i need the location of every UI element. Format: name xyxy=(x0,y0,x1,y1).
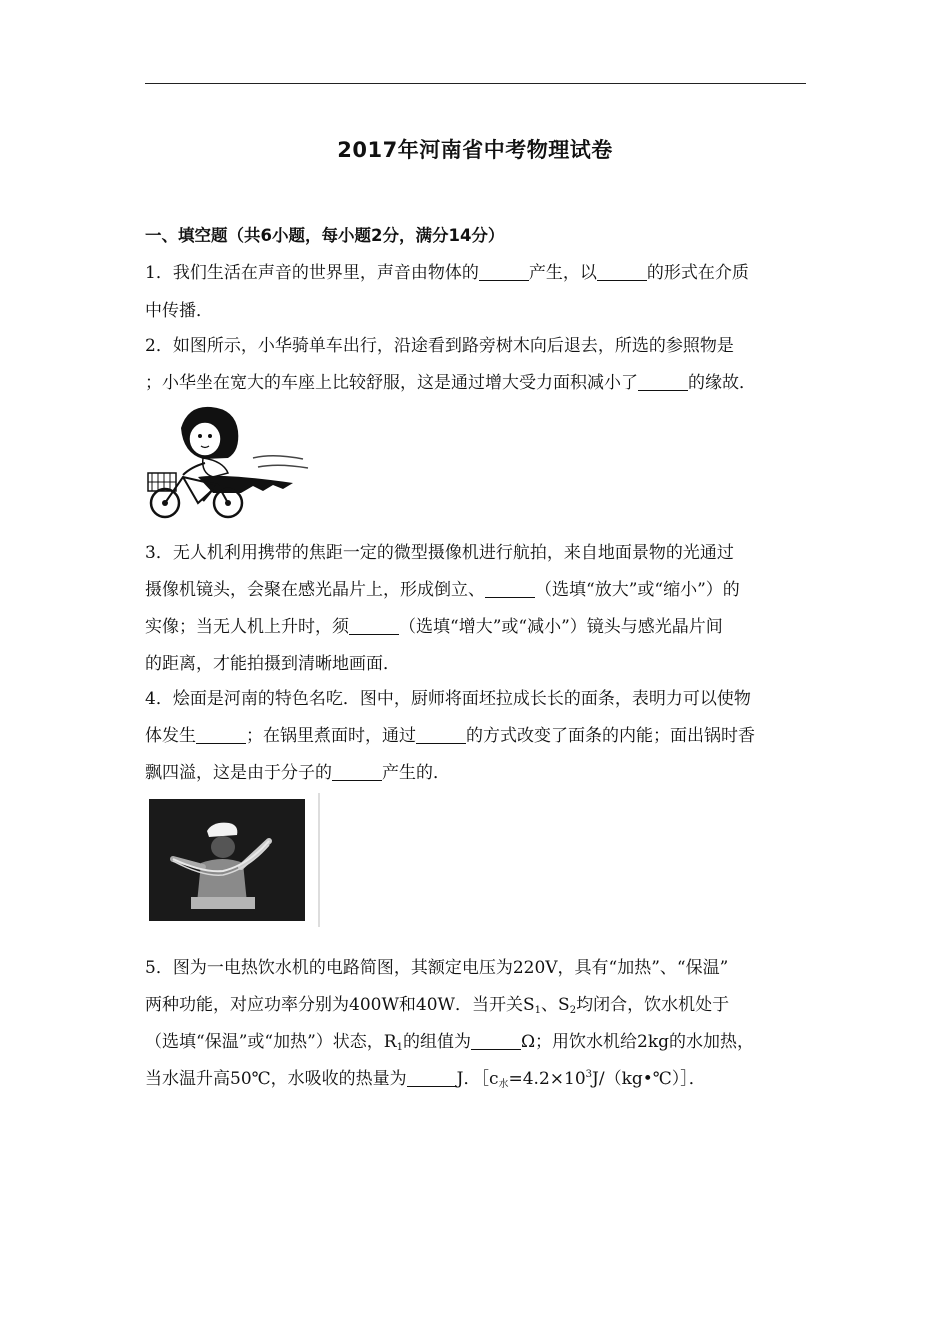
question-2-line-1: 2．如图所示，小华骑单车出行，沿途看到路旁树木向后退去，所选的参照物是 xyxy=(145,336,734,356)
answer-blank xyxy=(407,1069,457,1087)
cyclist-figure xyxy=(143,403,313,523)
question-3-text: （选填“增大”或“减小”）镜头与感光晶片间 xyxy=(399,617,723,637)
question-4-text: 体发生 xyxy=(145,726,196,746)
question-1-text: 1．我们生活在声音的世界里，声音由物体的 xyxy=(145,263,479,283)
question-5-line-1: 5．图为一电热饮水机的电路简图，其额定电压为220V，具有“加热”、“保温” xyxy=(145,958,729,978)
question-5-line-4 xyxy=(145,1064,706,1090)
question-4-line-2 xyxy=(145,721,755,746)
question-5-text: 的组值为 xyxy=(402,1032,471,1052)
question-1-text: 的形式在介质 xyxy=(646,263,749,283)
answer-blank xyxy=(416,726,466,744)
subscript: 1 xyxy=(396,1042,403,1053)
question-3-line-3 xyxy=(145,612,723,637)
question-5-text: 、S xyxy=(541,995,570,1015)
question-5-text: =4.2×10 xyxy=(508,1069,586,1089)
subscript: 水 xyxy=(498,1079,509,1090)
answer-blank xyxy=(479,263,529,281)
question-4-text: 的方式改变了面条的内能；面出锅时香 xyxy=(466,726,755,746)
question-1-text: 产生，以 xyxy=(528,263,597,283)
question-3-line-2 xyxy=(145,575,740,600)
answer-blank xyxy=(471,1032,521,1050)
question-2-line-2 xyxy=(145,368,756,393)
question-1-line-2: 中传播． xyxy=(145,301,213,321)
question-5-text: J．［c xyxy=(456,1069,499,1089)
question-4-line-1: 4．烩面是河南的特色名吃．图中，厨师将面坯拉成长长的面条，表明力可以使物 xyxy=(145,689,751,709)
question-3-line-1: 3．无人机利用携带的焦距一定的微型摄像机进行航拍，来自地面景物的光通过 xyxy=(145,543,734,563)
question-5-text: （选填“保温”或“加热”）状态，R xyxy=(145,1032,397,1052)
answer-blank xyxy=(597,263,647,281)
question-4-line-3 xyxy=(145,758,450,783)
question-4-text: 产生的． xyxy=(382,763,450,783)
question-2-text: ；小华坐在宽大的车座上比较舒服，这是通过增大受力面积减小了 xyxy=(145,373,638,393)
question-2-text: 的缘故． xyxy=(688,373,756,393)
answer-blank xyxy=(638,373,688,391)
question-5-text: 均闭合，饮水机处于 xyxy=(576,995,730,1015)
question-5-text: Ω；用饮水机给2kg的水加热， xyxy=(520,1032,755,1052)
question-3-text: （选填“放大”或“缩小”）的 xyxy=(535,580,740,600)
subscript: 1 xyxy=(534,1005,542,1016)
question-4-text: 飘四溢，这是由于分子的 xyxy=(145,763,332,783)
answer-blank xyxy=(196,726,246,744)
answer-blank xyxy=(332,763,382,781)
chef-photo xyxy=(143,793,323,927)
question-1-line-1 xyxy=(145,258,749,283)
subscript: 2 xyxy=(569,1005,577,1016)
answer-blank xyxy=(485,580,535,598)
superscript: 3 xyxy=(585,1069,593,1080)
question-3-text: 摄像机镜头，会聚在感光晶片上，形成倒立、 xyxy=(145,580,485,600)
question-5-text: J/（kg•℃）］． xyxy=(592,1069,706,1089)
question-3-line-4: 的距离，才能拍摄到清晰地画面． xyxy=(145,654,400,674)
question-4-text: ；在锅里煮面时，通过 xyxy=(246,726,416,746)
question-3-text: 实像；当无人机上升时，须 xyxy=(145,617,349,637)
section-heading: 一、填空题（共6小题，每小题2分，满分14分） xyxy=(145,226,505,245)
page-title: 2017年河南省中考物理试卷 xyxy=(337,138,613,162)
question-5-text: 两种功能，对应功率分别为400W和40W．当开关S xyxy=(145,995,535,1015)
question-5-line-3 xyxy=(145,1027,754,1053)
question-5-text: 当水温升高50℃，水吸收的热量为 xyxy=(145,1069,407,1089)
question-5-line-2 xyxy=(145,990,729,1016)
answer-blank xyxy=(349,617,399,635)
header-rule xyxy=(145,83,806,84)
